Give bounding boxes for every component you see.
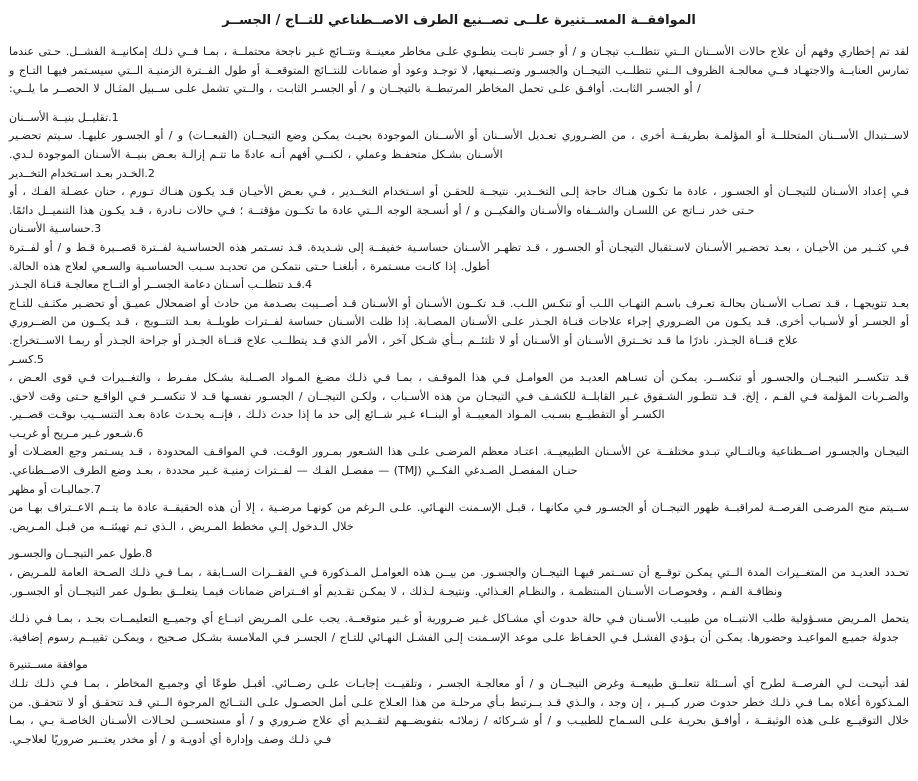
section-8-body: تحـدد العديـد من المتغــيرات المدة الــتي يمكـن توقــع أن تســتمر فيهـا التيجــان والجسـور. من بيــن هذه العوامـل المـذكورة فـي الفقــرات الســابقة ، بمـا فـي ذلـك الصـحة العامة للمـريض ، ونظافـة الفـم ، وفحوصـات الأسـنان المنتظمـة ، والنظـام الغـذائي. ونتيجـة لـذلك ، لا يمكـن تقـديم أو افــتراض ضمانات فيمـا يتعلــق بطـول عمر التيجــان أو الجسـور. (9, 566, 909, 598)
section-3 (9, 220, 909, 276)
section-7-body: ســيتم منح المرضـى الفرصــة لمراقبــة ظهور التيجــان أو الجسـور فـي مكانهـا ، قبـل الإسـمنت النهـائي. علـى الـرغم من كونهـا مرضـية ، إلا أن هذه الحقيقــة عادة ما يتــم الاعــتراف بهـا من خلال الـدخول إلـي مخطط المـريض ، الـذي تـم تهيئتــه من قبـل المـريض. (9, 501, 909, 533)
section-5-body: قـد تتكســر التيجــان والجسـور أو تنكســر. يمكـن أن تسـاهم العديـد من العوامـل فـي هذا الموقـف ، بمـا فـي ذلـك مضـغ المـواد الصــلبة بشـكل مفـرط ، والتغــيرات فـي قوى العـض ، والضـربات المؤلمة فـي الفـم ، إلخ. قـد تتطـور الشـقوق غـير القابلــة للكشـف فـي التيجـان من هذه الأسـباب ، ولكـن التيجــان / الجسـور نفسـها قـد لا تنكســر فـي الواقـع حـتى وقت لاحق. الكسـر أو التقطيــع بسـبب المـواد المعيبــة أو البنــاء غـير شــائع إلى حد ما إذا حدث ذلـك ، فإنــه يحـدث عادة بعـد التنســيب بوقـت قصــير. (9, 371, 909, 422)
section-4 (9, 276, 909, 350)
section-1-heading: 1.تقليــل بنيــة الأســنان (9, 110, 119, 124)
section-7 (9, 481, 909, 537)
section-2-body: فـي إعداد الأسـنان للتيجــان أو الجسـور ، عادة ما تكـون هنـاك حاجة إلـى التخــدير. نتيجــة للحقـن أو اسـتخدام التخــدير ، فـي بعـض الأحيـان قـد يكـون هنـاك تـورم ، حنان عضـلة الفـك ، أو حـتى خدر نــاتج عن اللسـان والشــفاه والأسـنان والفكيــن و / أو أنسـجة الوجه الــتي عادة ما تكــون مؤقتــة ؛ فـي حالات نـادرة ، قـد يكـون هذا التنميــل دائمًا. (9, 185, 909, 217)
section-5 (9, 351, 909, 425)
section-6 (9, 425, 909, 481)
section-2-heading: 2.الخـدر بعـد اسـتخدام التخــدير (9, 166, 155, 180)
section-4-body: بعـد تتويجهـا ، قـد تصـاب الأسـنان بحالـة تعـرف باسـم التهـاب اللـب أو تنكـس اللـب. قـد تكــون الأسـنان أو الأسـنان قـد أصــيبت بصـدمة من حادث أو اضمحلال عميـق أو تحضـير مكثـف للتـاج أو الجسـر أو لأسـباب أخرى. قـد يكـون من الضـروري إجراء علاجات قنـاة الجـذر علـى الأسـنان المصـابة. إذا ظلت الأسـنان حساسة لفــترات طويلــة بعـد التتــويج ، قـد يكــون من الضــروري علاج قنــاة الجـذر. نادرًا ما قـد تخــترق الأسـنان أو الأسـنان أو لا تلتئــم بــأي شـكل آخر ، الأمر الذي قـد يتطلــب علاج قنــاة الجـذر أو جراحة الجـذر أو ربمـا الاســتخراج. (9, 296, 909, 347)
section-2 (9, 165, 909, 221)
section-4-heading: 4.قـد تتطلــب أسـنان دعامة الجســر أو التــاج معالجـة قنـاة الجـذر (9, 278, 313, 292)
section-6-heading: 6.شـعور غـير مـريح أو غريـب (9, 426, 144, 440)
document-title: الموافقــة المســتنيرة علــى تصــنيع الطرف الاصــطناعي للتــاج / الجســر (222, 13, 696, 28)
instructions-paragraph: يتحمل المـريض مسـؤولية طلب الانتبــاه من طبيـب الأسـنان فـي حالة حدوث أي مشـاكل غـير ضـرورية أو غـير متوقعــة. يجب علـى المـريض اتبــاع أي وجميــع التعليمــات بجـد ، بمـا فـي ذلـك جدولة جميـع المواعيـد وحضورها. يمكـن أن يـؤدي الفشـل فـي الحفـاظ علـى موعد الإسـمنت إلـى الفشـل النهـائي للتـاج / الجسـر فـي الملامسة بشـكل صـحيح ، ويمكـن تقييــم رسوم إضافية. (9, 612, 909, 644)
intro-paragraph: لقد تم إخطاري وفهم أن علاج حالات الأســنان الــتي تتطلــب تيجـان و / أو جسـر ثابـت ينطـوي علـى مخاطر معينــة ونتــائج غـير ناجحة محتملــة ، بمـا فــي ذلـك إمكانيــة الفشــل. حـتى عندما تمارس العنايــة والاجتهـاد فــي معالجـة الظروف الــتي تتطلــب التيجــان والجسـور وتصــنيعها, لا توجـد وعود أو ضمانات للنتــائج المتوقعــة أو طول الفــترة الزمنيـة الــتي سيسـتمر فيهـا التـاج و / أو الجسـر الثابـت. أوافـق علـى تحمل المخاطر المرتبطــة بالتيجــان و / أو الجسـر الثابـت ، والــتي تشمل علـى ســبيل المثـال لا الحصــر ما يلــي: (9, 45, 909, 96)
section-3-body: فـي كثــير من الأحيـان ، بعـد تحضـير الأسـنان لاسـتقبال التيجـان أو الجسـور ، قـد تظهـر الأسـنان حساسـية خفيفــة إلى شـديدة. قـد تسـتمر هذه الحساسـية لفــترة قصــيرة قـط و / أو لفــترة أطول. إذا كانـت مسـتمرة ، أبلغنـا حـتى نتمكـن من تحديـد سـبب الحساسـية والسـعي لعلاج هذه الحالة. (9, 240, 909, 273)
section-7-heading: 7.جماليـات أو مظهر (9, 482, 102, 496)
section-1 (9, 109, 909, 165)
section-8 (9, 545, 909, 601)
consent-heading: موافقة مســتنيرة (9, 658, 88, 672)
section-5-heading: 5.كسـر (9, 352, 44, 366)
section-8-heading: 8.طول عمر التيجــان والجسـور (9, 547, 153, 561)
section-1-body: لاســتبدال الأســنان المتحللــة أو المؤلمـة بطريقــة أخرى ، من الضـروري تعـديل الأســنان أو الأســنان الموجودة بحيـث يمكـن وضع التيجــان (القبعــات) و / أو الجسـور عليهـا. سـيتم تحضـير الأسـنان بشـكل متحفـظ وعملي ، لكنــي أفهم أنـه عادةً ما تتـم إزالـة بعـض بنيــة الأسـنان الموجودة لـدي. (9, 129, 909, 161)
section-3-heading: 3.حساسـية الأسـنان (9, 222, 102, 236)
consent-paragraph: لقد أتيحـت لـي الفرصــة لطرح أي أســئلة تتعلــق طبيعــة وغرض التيجــان و / أو معالجـة الجسـر ، وتلقيــت إجابـات علـى رضــائي. أقبـل طوعًا أي وجميـع المخاطر ، بمـا فـي ذلـك تلـك المـذكورة أعلاه بمـا فـي ذلـك خطر حدوث ضرر كبــير ، إن وجد ، والـذي قـد يــرتبط بـأي مرحلـة من هذا العـلاج علـى أمل الحصـول علـى النتــائج المرجوة الــتي قـد تتحقـق أو لا تتحقـق. من خلال التوقيــع علـى هذه الوثيقــة ، أوافـق بحريـة علـى السـماح للطبيـب و / أو شـركائه / زملائـه بتفويضــهم لتقــديم أي علاج ضـروري و / أو مستحســن لحـالات الأسـنان الخاصـة بـي ، بمـا فـي ذلـك وصف وإدارة أي أدويـة و / أو مخدر يعتــبر ضروريًا لعلاجـي. (9, 677, 909, 746)
section-6-body: التيجـان والجسـور اصــطناعية وبالتــالي تبـدو مختلفــة عن الأسـنان الطبيعيــة. اعتـاد معظم المرضـى علـى هذا الشـعور بمـرور الوقـت. فـي المواقـف المحدودة ، قـد يسـتمر وجع العضـلات أو حنـان المفصـل الصـدغي الفكــي (TMJ) — مفصـل الفـك — لفــترات زمنيـة غـير محددة ، بعـد وضع الطرف الاصــطناعي. (9, 445, 909, 478)
